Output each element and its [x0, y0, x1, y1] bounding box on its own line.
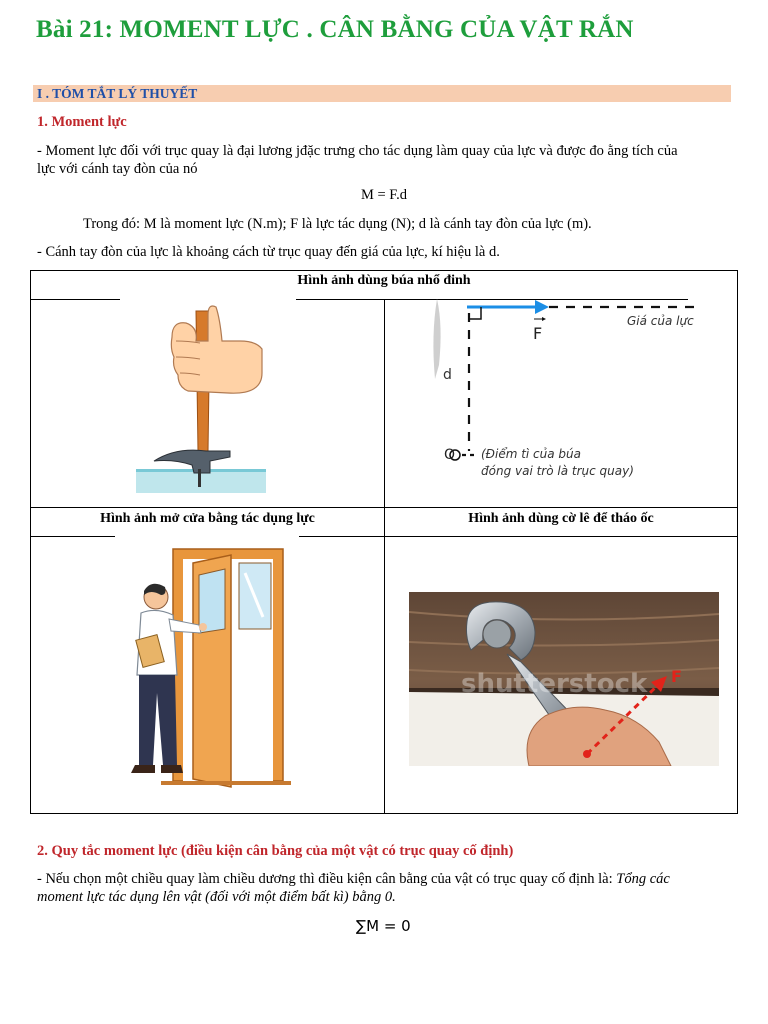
lever-arm-definition: - Cánh tay đòn của lực là khoảng cách từ trục quay đến giá của lực, kí hiệu là d.: [37, 244, 500, 260]
formula-explanation: Trong đó: M là moment lực (N.m); F là lực tác dụng (N); d là cánh tay đòn của lực (m).: [83, 216, 592, 232]
rule-line-1: [37, 870, 737, 888]
line-of-action-label: Giá của lực: [627, 314, 694, 328]
hammer-hand-illustration: [126, 301, 276, 501]
nut: [483, 620, 511, 648]
definition-line-2: lực với cánh tay đòn của nó: [37, 161, 198, 177]
row-line-1a: [31, 299, 120, 300]
force-label: F: [533, 324, 543, 343]
subheading-moment-rule: 2. Quy tắc moment lực (điều kiện cân bằng của một vật có trục quay cố định): [37, 843, 514, 859]
rule-prefix: - Nếu chọn một chiều quay làm chiều dương thì điều kiện cân bằng của vật có trục quay cố định là:: [37, 871, 617, 887]
pivot-note-2: đóng vai trò là trục quay): [481, 464, 634, 478]
col-line-1: [384, 299, 385, 507]
formula-moment: M = F.d: [360, 187, 408, 203]
door-illustration: [121, 543, 301, 805]
caption-door: Hình ảnh mở cửa bằng tác dụng lực: [100, 511, 315, 526]
row-line-3a: [31, 536, 115, 537]
rule-italic-1: Tổng các: [616, 871, 670, 887]
col-line-2: [384, 507, 385, 814]
rule-line-2: moment lực tác dụng lên vật (đối với một điểm bất kì) bằng 0.: [37, 889, 396, 905]
subheading-moment: 1. Moment lực: [37, 114, 127, 130]
hand: [171, 306, 262, 393]
wrench-photo: [409, 592, 719, 766]
watermark: shutterstock: [461, 669, 648, 699]
nail: [198, 469, 201, 487]
pivot-label: O: [444, 447, 456, 463]
sum-formula: ∑M = 0: [356, 917, 411, 935]
definition-line-1: - Moment lực đối với trục quay là đại lương jđặc trưng cho tác dụng làm quay của lực và được đo ằng tích của: [37, 143, 678, 159]
section-heading: I . TÓM TẮT LÝ THUYẾT: [37, 86, 198, 101]
page-title: Bài 21: MOMENT LỰC . CÂN BẰNG CỦA VẬT RẮN: [36, 16, 634, 43]
pivot-note-1: (Điểm tì của búa: [481, 447, 582, 461]
lever-arm-label: d: [443, 367, 452, 383]
caption-hammer: Hình ảnh dùng búa nhổ đinh: [297, 273, 471, 288]
wrench-force-label: F: [671, 667, 682, 686]
person-trousers: [139, 675, 177, 765]
row-line-3b: [299, 536, 737, 537]
caption-wrench: Hình ảnh dùng cờ lê để tháo ốc: [468, 511, 654, 526]
